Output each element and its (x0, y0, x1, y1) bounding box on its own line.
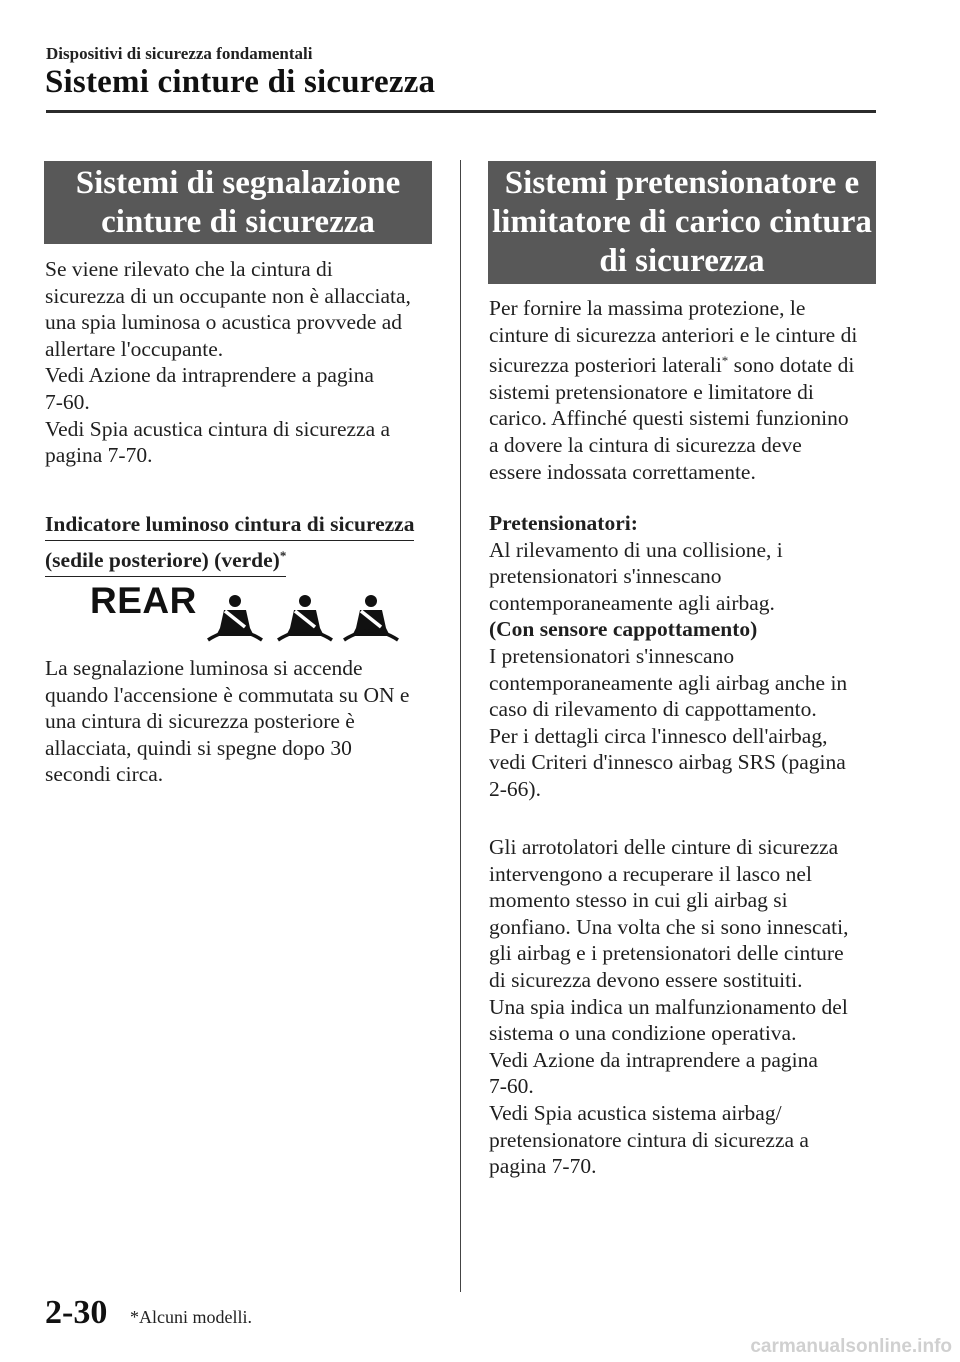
intro-part2: sono dotate di sistemi pretensionatore e limitatore di carico. Affinché questi sistemi funzionino a dovere la cintura di sicurezza deve essere indossata correttamente. (489, 353, 855, 484)
pretensioners-block (489, 510, 884, 803)
indicator-subheading (45, 509, 437, 577)
watermark: carmanualsonline.info (750, 1336, 952, 1357)
intro-paragraph (489, 295, 884, 485)
section-header-line: Sistemi pretensionatore e (504, 165, 860, 201)
page-title: Sistemi cinture di sicurezza (45, 64, 436, 100)
description-paragraph: La segnalazione luminosa si accende quando l'accensione è commutata su ON e una cintura di sicurezza posteriore è allacciata, quindi si spegne dopo 30 secondi circa. (45, 656, 410, 787)
footnote: *Alcuni modelli. (130, 1307, 252, 1327)
section-header-line: Sistemi di segnalazione (75, 165, 401, 201)
section-header-line: limitatore di carico cintura (492, 204, 872, 240)
breadcrumb: Dispositivi di sicurezza fondamentali (46, 44, 313, 63)
title-rule (46, 110, 876, 113)
rollover-heading: (Con sensore cappottamento) (489, 617, 758, 642)
retractors-block (489, 834, 884, 1180)
subheading-line2 (45, 541, 286, 577)
subheading-line1: Indicatore luminoso cintura di sicurezza (45, 509, 414, 541)
rear-seatbelt-indicator (90, 578, 410, 648)
intro-paragraph: Se viene rilevato che la cintura di sicurezza di un occupante non è allacciata, una spia luminosa o acustica provvede ad allertare l'occupante. Vedi Azione da intraprendere a pagina 7-60. Vedi Spia acustica cintura di sicurezza a pagina 7-70. (45, 257, 411, 468)
page-number: 2-30 (45, 1294, 108, 1331)
footnote-mark: * (721, 353, 729, 369)
pretensioners-heading: Pretensionatori: (489, 511, 638, 535)
pretensioners-text: Al rilevamento di una collisione, i pretensionatori s'innescano contemporaneamente agli airbag. (489, 537, 783, 615)
subheading-line2-text: (sedile posteriore) (verde) (45, 548, 280, 572)
column-divider (460, 160, 461, 1292)
seatbelt-right-icon (342, 594, 400, 644)
section-header-warning-systems (44, 161, 432, 244)
retractors-text: Gli arrotolatori delle cinture di sicurezza intervengono a recuperare il lasco nel momento stesso in cui gli airbag si gonfiano. Una volta che si sono innescati, gli airbag e i pretensionatori delle cinture di sicurezza devono essere sostituiti. Una spia indica un malfunzionamento del sistema o una condizione operativa. Vedi Azione da intraprendere a pagina 7-60. Vedi Spia acustica sistema airbag/ pretensionatore cintura di sicurezza a pagina 7-70. (489, 835, 849, 1179)
footnote-mark: * (279, 548, 287, 563)
section-header-line: cinture di sicurezza (101, 204, 375, 240)
intro-part1: Per fornire la massima protezione, le cinture di sicurezza anteriori e le cinture di sicurezza posteriori laterali (489, 296, 858, 378)
seatbelt-left-icon (206, 594, 264, 644)
warning-intro-text (45, 256, 440, 469)
rear-label: REAR (90, 580, 197, 621)
pretensioner-intro-text (489, 295, 884, 485)
section-header-line: di sicurezza (599, 243, 765, 279)
section-header-pretensioner-systems (488, 161, 876, 284)
rollover-text: I pretensionatori s'innescano contemporaneamente agli airbag anche in caso di rilevamento di cappottamento. Per i dettagli circa l'innesco dell'airbag, vedi Criteri d'innesco airbag SRS (pagina 2-66). (489, 643, 848, 801)
indicator-description (45, 655, 440, 788)
seatbelt-center-icon (276, 594, 334, 644)
